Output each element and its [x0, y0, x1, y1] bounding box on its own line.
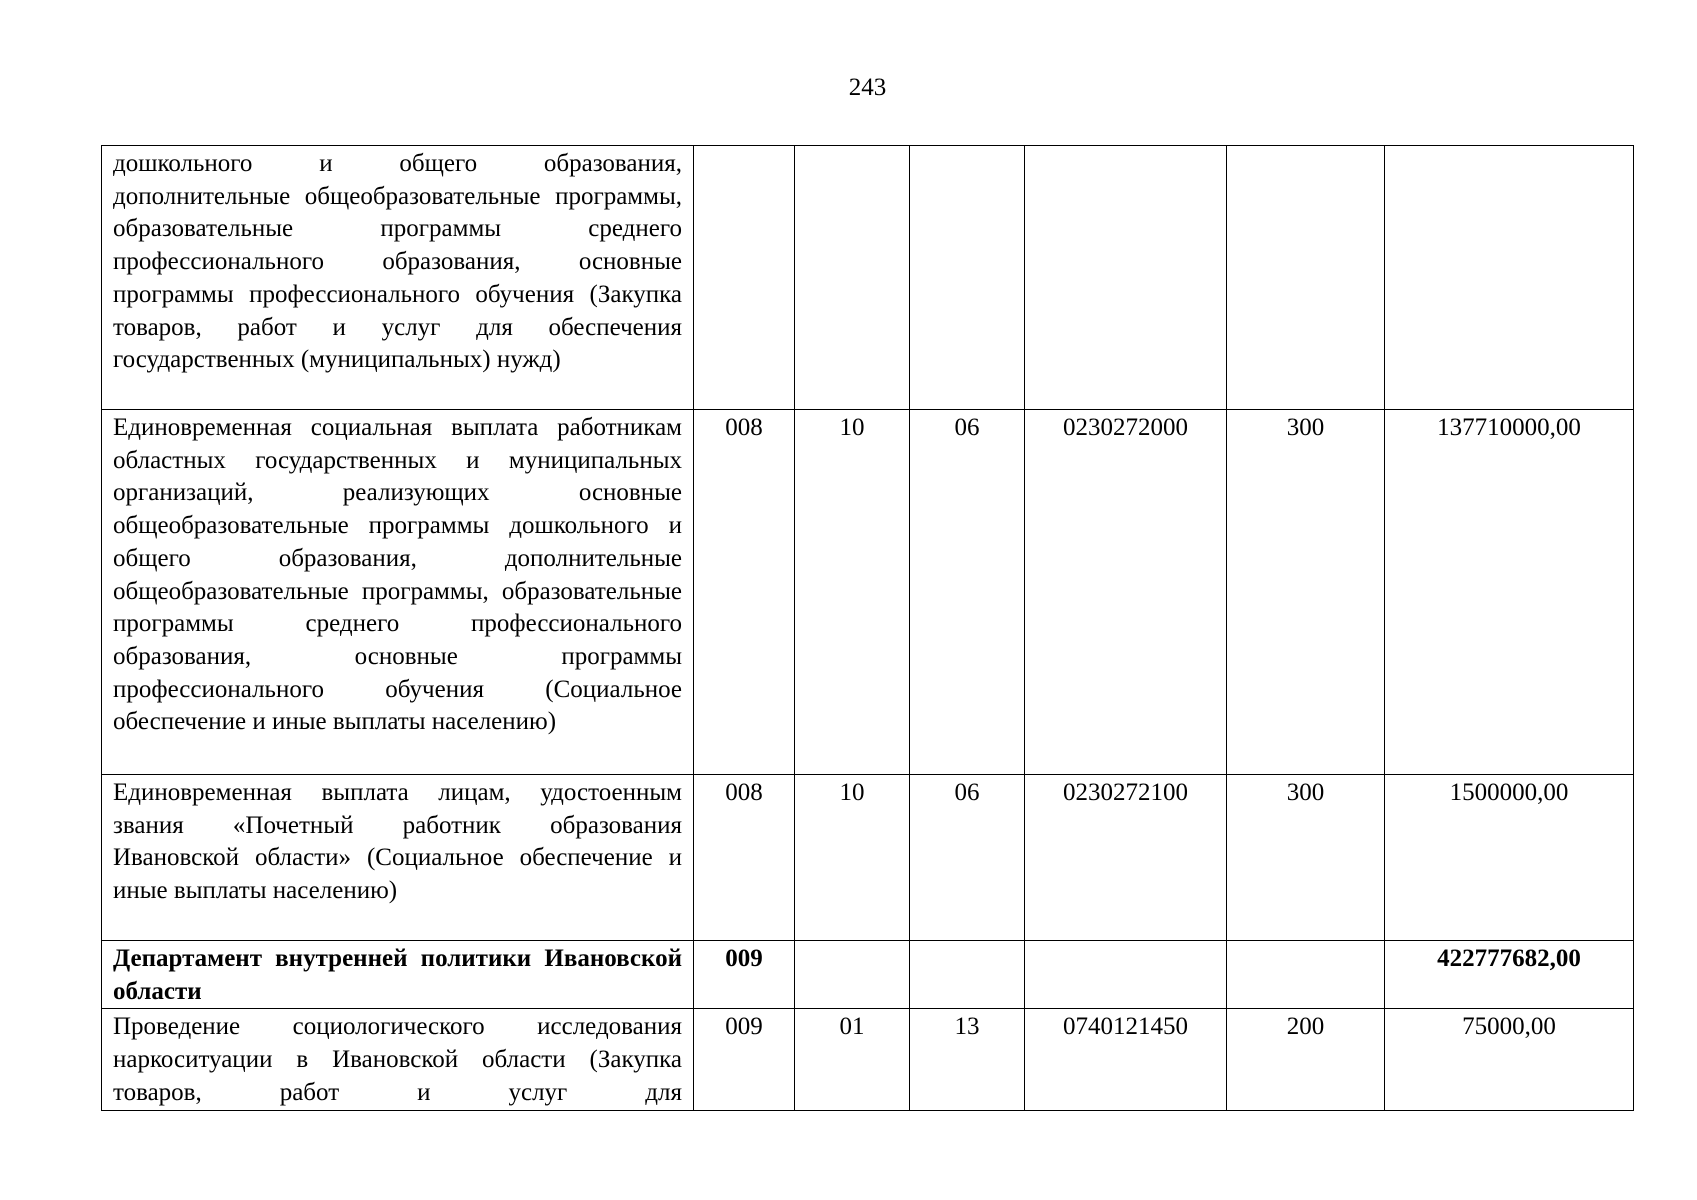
admin-code-cell: 008 [694, 775, 795, 941]
amount-cell: 75000,00 [1385, 1009, 1634, 1110]
admin-code-cell: 009 [694, 941, 795, 1009]
section-cell: 01 [795, 1009, 910, 1110]
admin-code-cell [694, 146, 795, 410]
table-row [102, 146, 1634, 410]
expense-type-cell [1227, 146, 1385, 410]
admin-code-cell: 009 [694, 1009, 795, 1110]
expense-type-cell: 300 [1227, 775, 1385, 941]
target-article-cell: 0230272100 [1025, 775, 1227, 941]
expense-type-cell [1227, 941, 1385, 1009]
table-row [102, 410, 1634, 775]
amount-cell [1385, 146, 1634, 410]
row-description: дошкольного и общего образования, дополнительные общеобразовательные программы, образовательные программы среднего профессионального образования, основные программы профессионального обучения (Закупка товаров, работ и услуг для обеспечения государственных (муниципальных) нужд) [102, 146, 694, 410]
amount-cell: 137710000,00 [1385, 410, 1634, 775]
row-description: Единовременная социальная выплата работникам областных государственных и муниципальных организаций, реализующих основные общеобразовательные программы дошкольного и общего образования, дополнительные общеобразовательные программы, образовательные программы среднего профессионального образования, основные программы профессионального обучения (Социальное обеспечение и иные выплаты населению) [102, 410, 694, 775]
target-article-cell: 0740121450 [1025, 1009, 1227, 1110]
subsection-cell [910, 146, 1025, 410]
subsection-cell [910, 941, 1025, 1009]
row-description: Единовременная выплата лицам, удостоенным звания «Почетный работник образования Ивановской области» (Социальное обеспечение и иные выплаты населению) [102, 775, 694, 941]
section-cell [795, 941, 910, 1009]
section-cell [795, 146, 910, 410]
target-article-cell [1025, 941, 1227, 1009]
target-article-cell [1025, 146, 1227, 410]
budget-table [101, 145, 1634, 1111]
admin-code-cell: 008 [694, 410, 795, 775]
department-total-cell: 422777682,00 [1385, 941, 1634, 1009]
section-cell: 10 [795, 775, 910, 941]
page-number: 243 [848, 74, 887, 101]
table-row [102, 775, 1634, 941]
expense-type-cell: 300 [1227, 410, 1385, 775]
subsection-cell: 06 [910, 775, 1025, 941]
amount-cell: 1500000,00 [1385, 775, 1634, 941]
subsection-cell: 13 [910, 1009, 1025, 1110]
section-cell: 10 [795, 410, 910, 775]
table-row [102, 1009, 1634, 1110]
department-row [102, 941, 1634, 1009]
expense-type-cell: 200 [1227, 1009, 1385, 1110]
department-title: Департамент внутренней политики Ивановской области [102, 941, 694, 1009]
row-description: Проведение социологического исследования наркоситуации в Ивановской области (Закупка товаров, работ и услуг для [102, 1009, 694, 1110]
target-article-cell: 0230272000 [1025, 410, 1227, 775]
subsection-cell: 06 [910, 410, 1025, 775]
